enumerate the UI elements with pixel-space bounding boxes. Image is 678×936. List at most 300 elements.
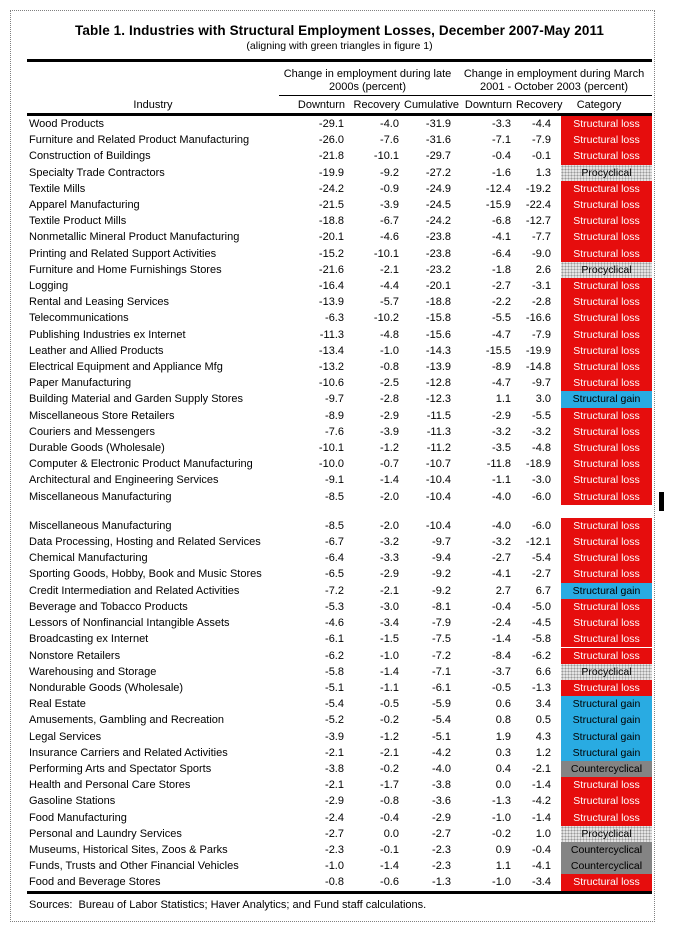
downturn-2001-value: 1.9 — [495, 730, 511, 743]
downturn-late2000s-value: -13.2 — [318, 361, 344, 374]
cumulative-value: -5.9 — [432, 698, 451, 711]
industry-name: Gasoline Stations — [29, 795, 116, 808]
table-row — [27, 294, 652, 310]
recovery-2001-value: -3.4 — [532, 876, 551, 889]
downturn-2001-value: -5.5 — [492, 312, 511, 325]
category-badge: Structural loss — [561, 810, 652, 826]
category-badge: Structural loss — [561, 680, 652, 696]
cumulative-value: -20.1 — [425, 280, 451, 293]
column-header-recovery-2001: Recovery — [516, 96, 556, 115]
category-badge: Structural loss — [561, 343, 652, 359]
downturn-2001-value: -1.4 — [492, 633, 511, 646]
category-badge: Structural loss — [561, 359, 652, 375]
industry-name: Food and Beverage Stores — [29, 876, 161, 889]
industry-name: Data Processing, Hosting and Related Services — [29, 536, 261, 549]
industry-name: Furniture and Related Product Manufacturing — [29, 134, 250, 147]
downturn-2001-value: -4.7 — [492, 328, 511, 341]
recovery-late2000s-value: -2.9 — [380, 568, 399, 581]
downturn-2001-value: -0.4 — [492, 150, 511, 163]
table-row — [27, 148, 652, 164]
recovery-late2000s-value: -0.1 — [380, 843, 399, 856]
recovery-2001-value: -0.4 — [532, 843, 551, 856]
recovery-2001-value: -7.7 — [532, 231, 551, 244]
table-row — [27, 343, 652, 359]
downturn-late2000s-value: -3.9 — [325, 730, 344, 743]
downturn-late2000s-value: -10.0 — [318, 458, 344, 471]
downturn-2001-value: 1.1 — [495, 393, 511, 406]
column-header-downturn-2001: Downturn — [456, 96, 516, 115]
group-header-2001-2003: Change in employment during March 2001 - October 2003 (percent) — [456, 63, 652, 96]
table-section-1 — [27, 115, 652, 505]
cumulative-value: -5.4 — [432, 714, 451, 727]
table-row — [27, 489, 652, 505]
category-badge: Structural gain — [561, 696, 652, 712]
recovery-2001-value: 2.6 — [535, 263, 551, 276]
industry-name: Rental and Leasing Services — [29, 296, 170, 309]
downturn-late2000s-value: -5.2 — [325, 714, 344, 727]
industry-name: Textile Mills — [29, 182, 86, 195]
downturn-2001-value: 2.7 — [495, 584, 511, 597]
downturn-late2000s-value: -5.4 — [325, 698, 344, 711]
category-badge: Structural gain — [561, 391, 652, 407]
downturn-2001-value: -0.4 — [492, 600, 511, 613]
table-row — [27, 664, 652, 680]
recovery-late2000s-value: -1.0 — [380, 649, 399, 662]
downturn-late2000s-value: -21.5 — [318, 199, 344, 212]
column-header-cumulative: Cumulative — [404, 96, 456, 115]
industry-name: Architectural and Engineering Services — [29, 474, 219, 487]
table-row — [27, 810, 652, 826]
downturn-2001-value: 0.8 — [495, 714, 511, 727]
title-rule — [27, 59, 652, 62]
cumulative-value: -3.8 — [432, 779, 451, 792]
cumulative-value: -15.6 — [425, 328, 451, 341]
downturn-late2000s-value: -21.8 — [318, 150, 344, 163]
downturn-2001-value: -1.0 — [492, 876, 511, 889]
recovery-late2000s-value: -2.0 — [380, 490, 399, 503]
cumulative-value: -27.2 — [425, 166, 451, 179]
category-badge: Structural gain — [561, 729, 652, 745]
recovery-late2000s-value: -1.1 — [380, 681, 399, 694]
recovery-late2000s-value: -0.9 — [380, 182, 399, 195]
category-badge: Structural gain — [561, 583, 652, 599]
downturn-late2000s-value: -5.1 — [325, 681, 344, 694]
industry-name: Lessors of Nonfinancial Intangible Assets — [29, 617, 230, 630]
industry-name: Miscellaneous Manufacturing — [29, 490, 172, 503]
recovery-late2000s-value: -1.2 — [380, 730, 399, 743]
downturn-late2000s-value: -5.8 — [325, 665, 344, 678]
category-badge: Structural loss — [561, 472, 652, 488]
downturn-2001-value: -4.0 — [492, 519, 511, 532]
downturn-2001-value: -8.9 — [492, 361, 511, 374]
table-row — [27, 761, 652, 777]
industry-name: Funds, Trusts and Other Financial Vehicles — [29, 860, 239, 873]
recovery-2001-value: -18.9 — [525, 458, 551, 471]
category-badge: Structural loss — [561, 793, 652, 809]
cumulative-value: -12.3 — [425, 393, 451, 406]
recovery-2001-value: -5.4 — [532, 552, 551, 565]
cumulative-value: -2.7 — [432, 827, 451, 840]
recovery-2001-value: -5.0 — [532, 600, 551, 613]
industry-column-header: Industry — [27, 63, 279, 115]
cumulative-value: -5.1 — [432, 730, 451, 743]
cumulative-value: -24.5 — [425, 199, 451, 212]
table-title: Table 1. Industries with Structural Employment Losses, December 2007-May 2011 — [75, 23, 604, 38]
category-badge: Structural loss — [561, 599, 652, 615]
table-section-2 — [27, 518, 652, 891]
downturn-late2000s-value: -6.1 — [325, 633, 344, 646]
category-badge: Structural loss — [561, 777, 652, 793]
recovery-late2000s-value: -3.9 — [380, 425, 399, 438]
recovery-2001-value: -9.7 — [532, 377, 551, 390]
recovery-late2000s-value: -10.2 — [373, 312, 399, 325]
cumulative-value: -8.1 — [432, 600, 451, 613]
cumulative-value: -7.1 — [432, 665, 451, 678]
downturn-2001-value: -0.2 — [492, 827, 511, 840]
recovery-2001-value: -19.2 — [525, 182, 551, 195]
recovery-2001-value: -2.8 — [532, 296, 551, 309]
table-row — [27, 631, 652, 647]
downturn-late2000s-value: -8.9 — [325, 409, 344, 422]
recovery-2001-value: -4.2 — [532, 795, 551, 808]
downturn-late2000s-value: -2.7 — [325, 827, 344, 840]
industry-name: Personal and Laundry Services — [29, 827, 182, 840]
recovery-2001-value: -1.3 — [532, 681, 551, 694]
downturn-late2000s-value: -2.1 — [325, 746, 344, 759]
recovery-late2000s-value: -1.2 — [380, 442, 399, 455]
downturn-2001-value: -4.0 — [492, 490, 511, 503]
cumulative-value: -11.3 — [426, 425, 451, 438]
downturn-late2000s-value: -13.4 — [318, 344, 344, 357]
recovery-2001-value: -4.5 — [532, 617, 551, 630]
downturn-late2000s-value: -8.5 — [325, 490, 344, 503]
cumulative-value: -7.2 — [432, 649, 451, 662]
category-badge: Countercyclical — [561, 761, 652, 777]
recovery-late2000s-value: -0.2 — [380, 714, 399, 727]
downturn-late2000s-value: -11.3 — [319, 328, 344, 341]
downturn-2001-value: -3.7 — [492, 665, 511, 678]
downturn-2001-value: -3.3 — [492, 118, 511, 130]
table-row — [27, 327, 652, 343]
downturn-late2000s-value: -7.2 — [325, 584, 344, 597]
recovery-2001-value: -4.4 — [532, 118, 551, 130]
recovery-late2000s-value: -0.8 — [380, 795, 399, 808]
downturn-2001-value: -4.7 — [492, 377, 511, 390]
cumulative-value: -10.4 — [425, 490, 451, 503]
downturn-2001-value: -1.8 — [492, 263, 511, 276]
downturn-2001-value: 1.1 — [495, 860, 511, 873]
industry-name: Textile Product Mills — [29, 215, 127, 228]
title-block — [27, 11, 652, 52]
category-badge: Structural gain — [561, 745, 652, 761]
downturn-late2000s-value: -13.9 — [318, 296, 344, 309]
industry-name: Furniture and Home Furnishings Stores — [29, 263, 222, 276]
industry-name: Chemical Manufacturing — [29, 552, 148, 565]
downturn-2001-value: -3.2 — [492, 536, 511, 549]
industry-name: Building Material and Garden Supply Stores — [29, 393, 244, 406]
category-badge: Structural loss — [561, 518, 652, 534]
category-badge: Structural gain — [561, 712, 652, 728]
industry-name: Nondurable Goods (Wholesale) — [29, 681, 184, 694]
category-badge: Structural loss — [561, 116, 652, 132]
recovery-late2000s-value: -0.2 — [380, 762, 399, 775]
cumulative-value: -13.9 — [425, 361, 451, 374]
recovery-late2000s-value: -0.5 — [380, 698, 399, 711]
table-row — [27, 793, 652, 809]
recovery-late2000s-value: -1.5 — [380, 633, 399, 646]
recovery-2001-value: -0.1 — [532, 150, 551, 163]
category-badge: Structural loss — [561, 440, 652, 456]
industry-name: Warehousing and Storage — [29, 665, 157, 678]
text-cursor — [659, 492, 664, 511]
recovery-2001-value: -4.8 — [532, 442, 551, 455]
recovery-2001-value: 4.3 — [535, 730, 551, 743]
recovery-late2000s-value: -5.7 — [380, 296, 399, 309]
recovery-late2000s-value: -2.1 — [380, 263, 399, 276]
category-badge: Structural loss — [561, 197, 652, 213]
recovery-2001-value: -12.7 — [525, 215, 551, 228]
table-row — [27, 615, 652, 631]
industry-name: Durable Goods (Wholesale) — [29, 442, 165, 455]
downturn-late2000s-value: -9.1 — [325, 474, 344, 487]
downturn-2001-value: 0.3 — [495, 746, 511, 759]
table-row — [27, 310, 652, 326]
table-row — [27, 712, 652, 728]
recovery-late2000s-value: -6.7 — [380, 215, 399, 228]
industry-name: Printing and Related Support Activities — [29, 247, 217, 260]
cumulative-value: -9.2 — [432, 568, 451, 581]
cumulative-value: -12.8 — [425, 377, 451, 390]
downturn-late2000s-value: -2.3 — [325, 843, 344, 856]
industry-name: Telecommunications — [29, 312, 129, 325]
table-row — [27, 696, 652, 712]
downturn-2001-value: -12.4 — [485, 182, 511, 195]
downturn-2001-value: 0.6 — [495, 698, 511, 711]
recovery-2001-value: -4.1 — [532, 860, 551, 873]
downturn-late2000s-value: -0.8 — [325, 876, 344, 889]
category-badge: Structural loss — [561, 132, 652, 148]
downturn-late2000s-value: -6.5 — [325, 568, 344, 581]
recovery-late2000s-value: -0.4 — [380, 811, 399, 824]
column-header-recovery-late2000s: Recovery — [349, 96, 404, 115]
recovery-late2000s-value: -2.9 — [380, 409, 399, 422]
recovery-2001-value: -5.5 — [532, 409, 551, 422]
cumulative-value: -31.9 — [425, 118, 451, 130]
downturn-2001-value: -1.6 — [492, 166, 511, 179]
cumulative-value: -29.7 — [425, 150, 451, 163]
cumulative-value: -7.9 — [432, 617, 451, 630]
downturn-2001-value: -7.1 — [492, 134, 511, 147]
downturn-late2000s-value: -5.3 — [325, 600, 344, 613]
cumulative-value: -18.8 — [425, 296, 451, 309]
recovery-late2000s-value: -3.9 — [380, 199, 399, 212]
industry-name: Amusements, Gambling and Recreation — [29, 714, 225, 727]
category-badge: Structural loss — [561, 229, 652, 245]
downturn-2001-value: -1.1 — [492, 474, 511, 487]
industry-name: Couriers and Messengers — [29, 425, 155, 438]
recovery-late2000s-value: -3.4 — [380, 617, 399, 630]
downturn-late2000s-value: -2.4 — [325, 811, 344, 824]
recovery-late2000s-value: -1.4 — [380, 665, 399, 678]
cumulative-value: -10.4 — [425, 519, 451, 532]
downturn-late2000s-value: -2.1 — [325, 779, 344, 792]
downturn-late2000s-value: -6.3 — [325, 312, 344, 325]
recovery-2001-value: -2.1 — [532, 762, 551, 775]
table-row — [27, 278, 652, 294]
recovery-late2000s-value: -1.0 — [380, 344, 399, 357]
table-row — [27, 424, 652, 440]
industry-name: Insurance Carriers and Related Activities — [29, 746, 228, 759]
cumulative-value: -10.4 — [425, 474, 451, 487]
industry-name: Specialty Trade Contractors — [29, 166, 165, 179]
recovery-late2000s-value: -4.6 — [380, 231, 399, 244]
industry-name: Legal Services — [29, 730, 102, 743]
category-badge: Structural loss — [561, 874, 652, 890]
cumulative-value: -4.0 — [432, 762, 451, 775]
recovery-2001-value: -6.2 — [532, 649, 551, 662]
cumulative-value: -24.2 — [425, 215, 451, 228]
industry-name: Real Estate — [29, 698, 86, 711]
table-row — [27, 246, 652, 262]
downturn-late2000s-value: -6.2 — [325, 649, 344, 662]
cumulative-value: -23.8 — [425, 247, 451, 260]
cumulative-value: -3.6 — [432, 795, 451, 808]
group-header-late-2000s: Change in employment during late 2000s (percent) — [279, 63, 456, 96]
industry-name: Broadcasting ex Internet — [29, 633, 149, 646]
industry-name: Sporting Goods, Hobby, Book and Music Stores — [29, 568, 262, 581]
industry-name: Publishing Industries ex Internet — [29, 328, 186, 341]
recovery-2001-value: -7.9 — [532, 328, 551, 341]
category-badge: Structural loss — [561, 615, 652, 631]
recovery-late2000s-value: -4.0 — [380, 118, 399, 130]
table-row — [27, 518, 652, 534]
recovery-2001-value: -22.4 — [525, 199, 551, 212]
cumulative-value: -2.3 — [432, 860, 451, 873]
industry-name: Nonmetallic Mineral Product Manufacturing — [29, 231, 240, 244]
industry-name: Miscellaneous Manufacturing — [29, 519, 172, 532]
downturn-late2000s-value: -4.6 — [325, 617, 344, 630]
category-badge: Structural loss — [561, 566, 652, 582]
industry-name: Apparel Manufacturing — [29, 199, 140, 212]
table-row — [27, 197, 652, 213]
table-header — [27, 63, 652, 115]
cumulative-value: -23.2 — [425, 263, 451, 276]
recovery-late2000s-value: -10.1 — [373, 247, 399, 260]
recovery-late2000s-value: -7.6 — [380, 134, 399, 147]
table-row — [27, 165, 652, 181]
downturn-late2000s-value: -21.6 — [318, 263, 344, 276]
table-row — [27, 874, 652, 890]
recovery-2001-value: 0.5 — [535, 714, 551, 727]
recovery-2001-value: -3.2 — [532, 425, 551, 438]
category-badge: Structural loss — [561, 489, 652, 505]
category-badge: Procyclical — [561, 165, 652, 181]
recovery-2001-value: -1.4 — [532, 811, 551, 824]
industry-name: Credit Intermediation and Related Activities — [29, 584, 240, 597]
recovery-late2000s-value: -0.7 — [380, 458, 399, 471]
downturn-2001-value: -1.0 — [492, 811, 511, 824]
table-row — [27, 729, 652, 745]
industry-name: Food Manufacturing — [29, 811, 127, 824]
category-badge: Structural loss — [561, 534, 652, 550]
category-badge: Structural loss — [561, 278, 652, 294]
industry-name: Electrical Equipment and Appliance Mfg — [29, 361, 223, 374]
downturn-2001-value: -2.9 — [492, 409, 511, 422]
cumulative-value: -31.6 — [425, 134, 451, 147]
recovery-late2000s-value: -1.4 — [380, 474, 399, 487]
downturn-late2000s-value: -20.1 — [318, 231, 344, 244]
category-badge: Structural loss — [561, 456, 652, 472]
downturn-late2000s-value: -1.0 — [325, 860, 344, 873]
category-badge: Structural loss — [561, 294, 652, 310]
category-badge: Structural loss — [561, 408, 652, 424]
category-badge: Structural loss — [561, 327, 652, 343]
cumulative-value: -6.1 — [432, 681, 451, 694]
category-badge: Structural loss — [561, 181, 652, 197]
downturn-late2000s-value: -7.6 — [325, 425, 344, 438]
recovery-late2000s-value: -4.8 — [380, 328, 399, 341]
table-row — [27, 599, 652, 615]
cumulative-value: -15.8 — [425, 312, 451, 325]
recovery-2001-value: -9.0 — [532, 247, 551, 260]
downturn-late2000s-value: -19.9 — [318, 166, 344, 179]
downturn-2001-value: -2.4 — [492, 617, 511, 630]
downturn-late2000s-value: -6.4 — [325, 552, 344, 565]
downturn-2001-value: -0.5 — [492, 681, 511, 694]
downturn-2001-value: -6.4 — [492, 247, 511, 260]
table-row — [27, 745, 652, 761]
downturn-2001-value: -2.2 — [492, 296, 511, 309]
category-badge: Structural loss — [561, 631, 652, 647]
recovery-2001-value: 6.7 — [535, 584, 551, 597]
category-badge: Countercyclical — [561, 858, 652, 874]
recovery-2001-value: 6.6 — [535, 665, 551, 678]
downturn-late2000s-value: -9.7 — [325, 393, 344, 406]
downturn-late2000s-value: -8.5 — [325, 519, 344, 532]
downturn-2001-value: -4.1 — [492, 568, 511, 581]
table-row — [27, 858, 652, 874]
recovery-2001-value: -12.1 — [525, 536, 551, 549]
recovery-2001-value: 1.2 — [535, 746, 551, 759]
category-badge: Structural loss — [561, 310, 652, 326]
downturn-late2000s-value: -24.2 — [318, 182, 344, 195]
industry-name: Health and Personal Care Stores — [29, 779, 191, 792]
table-row — [27, 391, 652, 407]
downturn-2001-value: 0.9 — [495, 843, 511, 856]
category-badge: Structural loss — [561, 648, 652, 664]
industry-name: Leather and Allied Products — [29, 344, 164, 357]
downturn-2001-value: 0.4 — [495, 762, 511, 775]
recovery-late2000s-value: -2.1 — [380, 584, 399, 597]
downturn-2001-value: -15.9 — [485, 199, 511, 212]
table-row — [27, 842, 652, 858]
recovery-late2000s-value: -3.2 — [380, 536, 399, 549]
category-badge: Structural loss — [561, 213, 652, 229]
category-badge: Structural loss — [561, 246, 652, 262]
downturn-2001-value: -3.5 — [492, 442, 511, 455]
cumulative-value: -7.5 — [432, 633, 451, 646]
recovery-2001-value: -7.9 — [532, 134, 551, 147]
downturn-late2000s-value: -6.7 — [325, 536, 344, 549]
recovery-2001-value: -14.8 — [525, 361, 551, 374]
recovery-2001-value: -5.8 — [532, 633, 551, 646]
downturn-2001-value: -11.8 — [486, 458, 511, 471]
table-row — [27, 132, 652, 148]
column-header-downturn-late2000s: Downturn — [279, 96, 349, 115]
table-row — [27, 359, 652, 375]
cumulative-value: -11.2 — [426, 442, 451, 455]
category-badge: Structural loss — [561, 375, 652, 391]
